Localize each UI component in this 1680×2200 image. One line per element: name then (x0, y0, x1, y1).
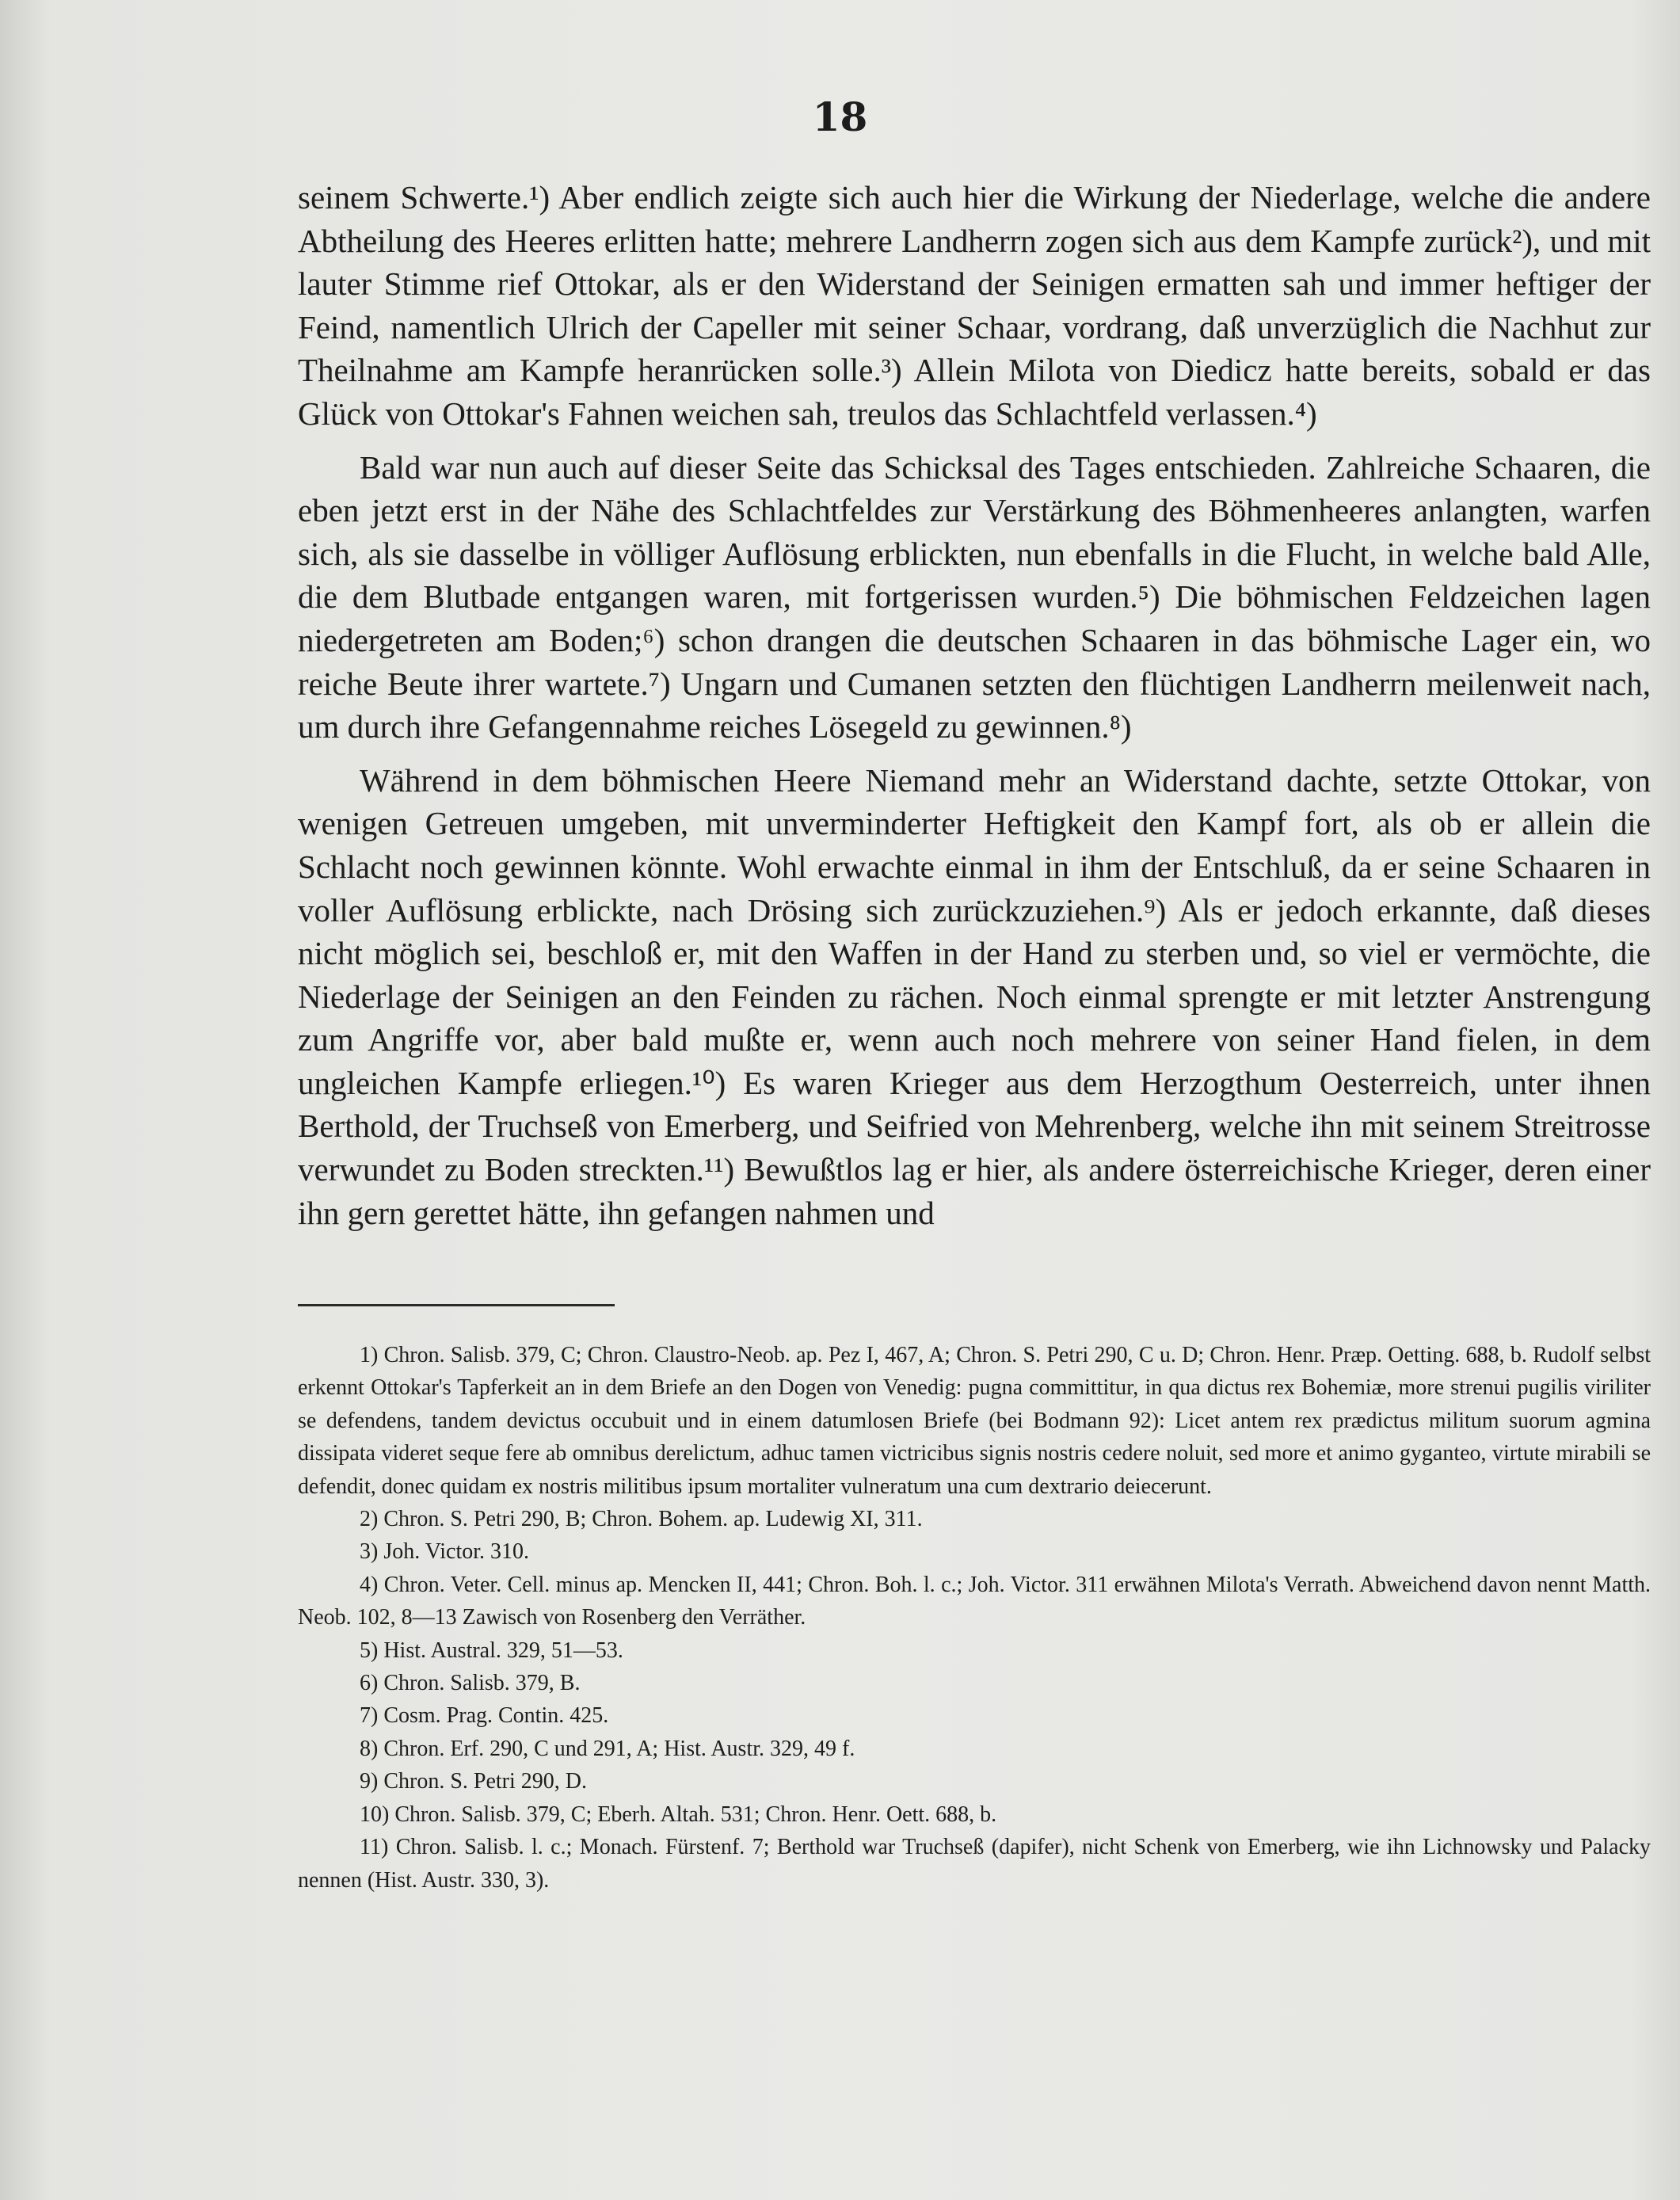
footnotes (298, 1339, 1651, 1897)
footnote: 8) Chron. Erf. 290, C und 291, A; Hist. Austr. 329, 49 f. (360, 1736, 855, 1761)
footnote: 1) Chron. Salisb. 379, C; Chron. Claustro-Neob. ap. Pez I, 467, A; Chron. S. Petri 290, C u. D; Chron. Henr. Præp. Oetting. 688, b. Rudolf selbst erkennt Ottokar's Tapferkeit an in dem Briefe an den Dogen von Venedig: pugna committitur, in qua dictus rex Bohemiæ, more strenui pugilis viriliter se defendens, tandem devictus occubuit und in einem datumlosen Briefe (bei Bodmann 92): Licet antem rex prædictus militum suorum agmina dissipata videret seque fere ab omnibus derelictum, adhuc tamen victricibus signis nostris cedere noluit, sed more et animo gyganteo, virtute mirabili se defendit, donec quidam ex nostris militibus ipsum mortaliter vulneratum una cum dextrario deiecerunt. (298, 1343, 1651, 1499)
paragraph: seinem Schwerte.¹) Aber endlich zeigte sich auch hier die Wirkung der Niederlage, welche die andere Abtheilung des Heeres erlitten hatte; mehrere Landherrn zogen sich aus dem Kampfe zurück²), und mit lauter Stimme rief Ottokar, als er den Widerstand der Seinigen ermatten sah und immer heftiger der Feind, namentlich Ulrich der Capeller mit seiner Schaar, vordrang, daß unverzüglich die Nachhut zur Theilnahme am Kampfe heranrücken solle.³) Allein Milota von Diedicz hatte bereits, sobald er das Glück von Ottokar's Fahnen weichen sah, treulos das Schlachtfeld verlassen.⁴) (298, 179, 1651, 432)
main-text (298, 176, 1651, 1234)
footnote: 3) Joh. Victor. 310. (360, 1539, 530, 1565)
footnote-divider (298, 1304, 615, 1306)
footnote: 7) Cosm. Prag. Contin. 425. (360, 1703, 609, 1729)
footnote: 11) Chron. Salisb. l. c.; Monach. Fürstenf. 7; Berthold war Truchseß (dapifer), nicht Schenk von Emerberg, wie ihn Lichnowsky und Palacky nennen (Hist. Austr. 330, 3). (298, 1835, 1651, 1893)
paragraph: Während in dem böhmischen Heere Niemand mehr an Widerstand dachte, setzte Ottokar, von wenigen Getreuen umgeben, mit unverminderter Heftigkeit den Kampf fort, als ob er allein die Schlacht noch gewinnen könnte. Wohl erwachte einmal in ihm der Entschluß, da er seine Schaaren in voller Auflösung erblickte, nach Drösing sich zurückzuziehen.⁹) Als er jedoch erkannte, daß dieses nicht möglich sei, beschloß er, mit den Waffen in der Hand zu sterben und, so viel er vermöchte, die Niederlage der Seinigen an den Feinden zu rächen. Noch einmal sprengte er mit letzter Anstrengung zum Angriffe vor, aber bald mußte er, wenn auch noch mehrere von seiner Hand fielen, in dem ungleichen Kampfe erliegen.¹⁰) Es waren Krieger aus dem Herzogthum Oesterreich, unter ihnen Berthold, der Truchseß von Emerberg, und Seifried von Mehrenberg, welche ihn mit seinem Streitrosse verwundet zu Boden streckten.¹¹) Bewußtlos lag er hier, als andere österreichische Krieger, deren einer ihn gern gerettet hätte, ihn gefangen nahmen und (298, 761, 1651, 1231)
footnote: 10) Chron. Salisb. 379, C; Eberh. Altah. 531; Chron. Henr. Oett. 688, b. (360, 1802, 997, 1827)
footnote: 4) Chron. Veter. Cell. minus ap. Mencken II, 441; Chron. Boh. l. c.; Joh. Victor. 311 erwähnen Milota's Verrath. Abweichend davon nennt Matth. Neob. 102, 8—13 Zawisch von Rosenberg den Verräther. (298, 1572, 1651, 1630)
paragraph: Bald war nun auch auf dieser Seite das Schicksal des Tages entschieden. Zahlreiche Schaaren, die eben jetzt erst in der Nähe des Schlachtfeldes zur Verstärkung des Böhmenheeres anlangten, warfen sich, als sie dasselbe in völliger Auflösung erblickten, nun ebenfalls in die Flucht, in welche bald Alle, die dem Blutbade entgangen waren, mit fortgerissen wurden.⁵) Die böhmischen Feldzeichen lagen niedergetreten am Boden;⁶) schon drangen die deutschen Schaaren in das böhmische Lager ein, wo reiche Beute ihrer wartete.⁷) Ungarn und Cumanen setzten den flüchtigen Landherrn meilenweit nach, um durch ihre Gefangennahme reiches Lösegeld zu gewinnen.⁸) (298, 448, 1651, 745)
footnote: 5) Hist. Austral. 329, 51—53. (360, 1638, 623, 1663)
footnote: 6) Chron. Salisb. 379, B. (360, 1671, 581, 1696)
page-number: 18 (812, 93, 868, 140)
footnote: 2) Chron. S. Petri 290, B; Chron. Bohem. ap. Ludewig XI, 311. (360, 1507, 923, 1532)
footnote: 9) Chron. S. Petri 290, D. (360, 1769, 587, 1794)
